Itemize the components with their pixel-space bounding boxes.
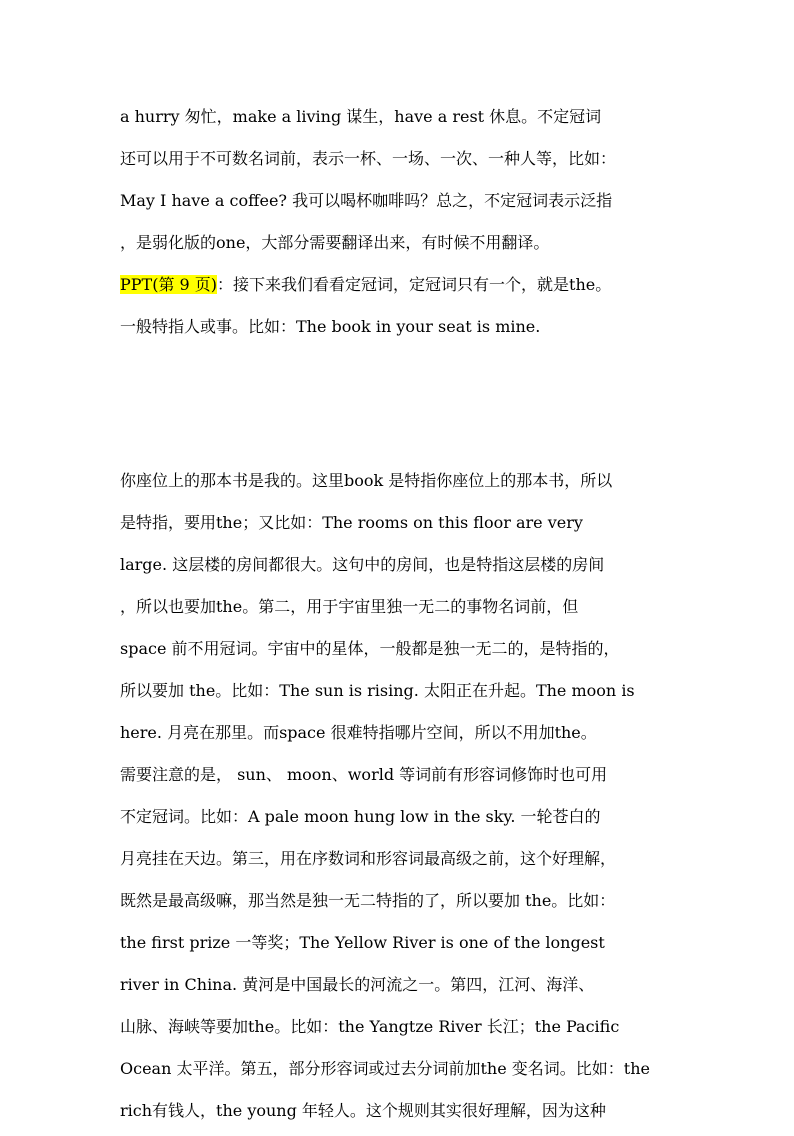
text-line: 还可以用于不可数名词前，表示一杯、一场、一次、一种人等，比如： [120, 149, 617, 168]
text-line: 月亮挂在天边。第三，用在序数词和形容词最高级之前，这个好理解， [120, 849, 617, 868]
ppt-line-text: ：接下来我们看看定冠词，定冠词只有一个，就是the。 [217, 275, 612, 294]
text-line: 不定冠词。比如：A pale moon hung low in the sky. 一轮苍白的 [120, 807, 601, 826]
text-line: Ocean 太平洋。第五，部分形容词或过去分词前加the 变名词。比如：the [120, 1059, 650, 1078]
text-line: a hurry 匆忙，make a living 谋生，have a rest 休息。不定冠词 [120, 107, 602, 126]
text-line: May I have a coffee? 我可以喝杯咖啡吗？总之，不定冠词表示泛指 [120, 191, 613, 210]
text-line: 需要注意的是， sun、 moon、world 等词前有形容词修饰时也可用 [120, 765, 608, 784]
text-line: 山脉、海峡等要加the。比如：the Yangtze River 长江；the Pacific [120, 1017, 620, 1036]
text-line: 一般特指人或事。比如：The book in your seat is mine. [120, 317, 541, 336]
text-block-definite-article [120, 464, 690, 1136]
text-line: ，所以也要加the。第二，用于宇宙里独一无二的事物名词前，但 [120, 597, 579, 616]
text-line: 既然是最高级嘛，那当然是独一无二特指的了，所以要加 the。比如： [120, 891, 616, 910]
text-line: 你座位上的那本书是我的。这里book 是特指你座位上的那本书，所以 [120, 471, 613, 490]
text-line: large. 这层楼的房间都很大。这句中的房间，也是特指这层楼的房间 [120, 555, 605, 574]
ppt-page-marker: PPT(第 9 页) [120, 275, 218, 294]
text-block-articles-intro [120, 100, 690, 352]
text-line: here. 月亮在那里。而space 很难特指哪片空间，所以不用加the。 [120, 723, 597, 742]
text-line: the first prize 一等奖；The Yellow River is one of the longest [120, 933, 605, 952]
text-line: rich有钱人，the young 年轻人。这个规则其实很好理解，因为这种 [120, 1101, 606, 1120]
ppt-line [120, 268, 690, 310]
text-line: ，是弱化版的one，大部分需要翻译出来，有时候不用翻译。 [120, 233, 550, 252]
text-line: space 前不用冠词。宇宙中的星体，一般都是独一无二的，是特指的， [120, 639, 620, 658]
text-line: 所以要加 the。比如：The sun is rising. 太阳正在升起。The moon is [120, 681, 635, 700]
text-line: 是特指，要用the；又比如：The rooms on this floor are very [120, 513, 583, 532]
text-line: river in China. 黄河是中国最长的河流之一。第四，江河、海洋、 [120, 975, 595, 994]
